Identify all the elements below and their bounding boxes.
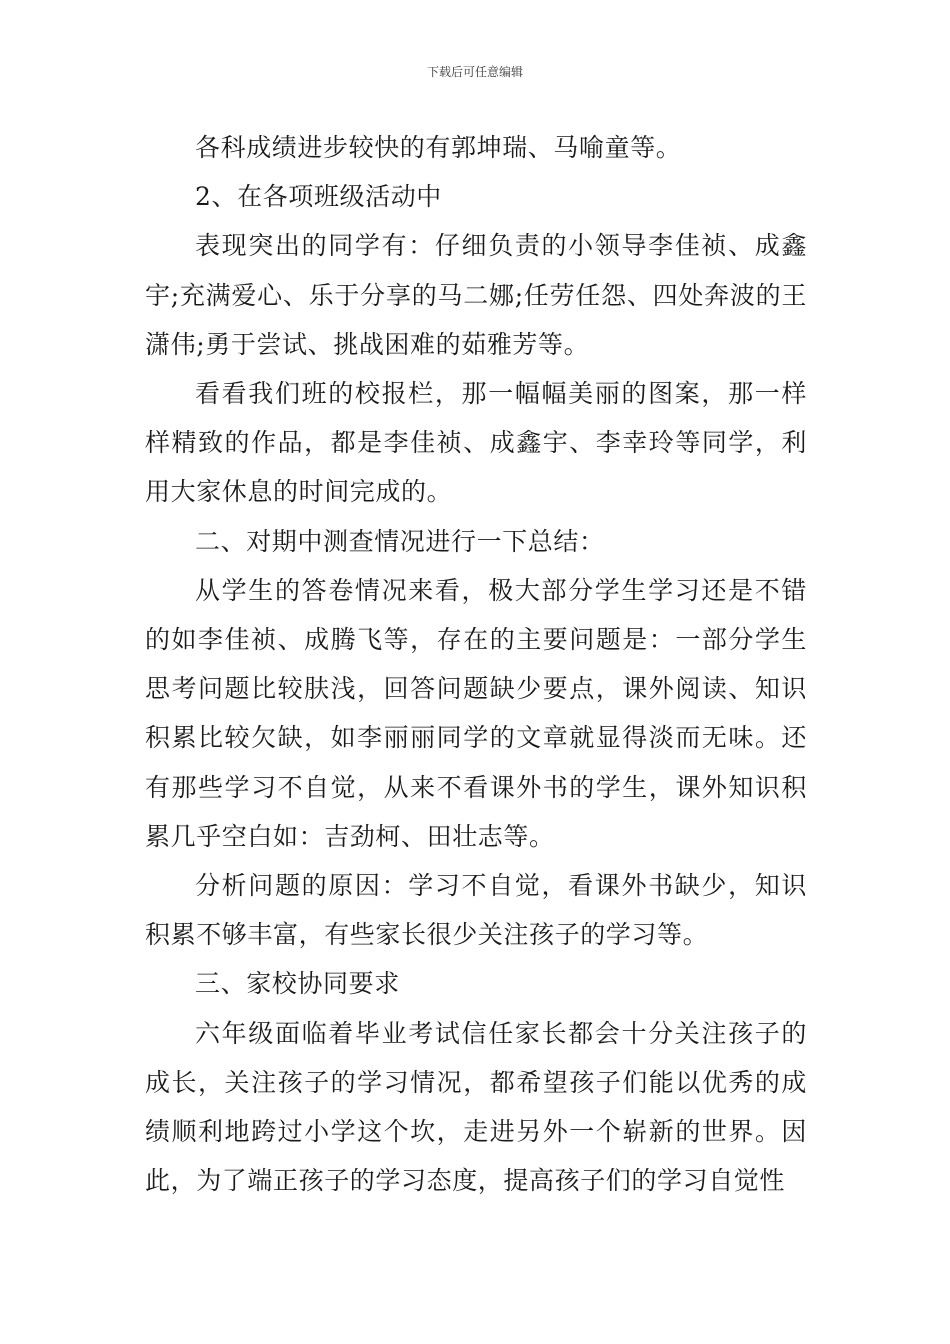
paragraph-section-2-heading: 2、在各项班级活动中 — [195, 182, 442, 212]
paragraph-problem-causes: 分析问题的原因：学习不自觉，看课外书缺少，知识积累不够丰富，有些家长很少关注孩子的学习等。 — [145, 871, 807, 950]
paragraph-section-two-heading: 二、对期中测查情况进行一下总结： — [195, 526, 605, 556]
paragraph-outstanding-students: 表现突出的同学有：仔细负责的小领导李佳祯、成鑫宇;充满爱心、乐于分享的马二娜;任劳任怨、四处奔波的王潇伟;勇于尝试、挑战困难的茹雅芳等。 — [145, 231, 807, 359]
paragraph-graduation: 六年级面临着毕业考试信任家长都会十分关注孩子的成长，关注孩子的学习情况，都希望孩子们能以优秀的成绩顺利地跨过小学这个坎，走进另外一个崭新的世界。因此，为了端正孩子的学习态度，提高孩子们的学习自觉性 — [145, 1018, 807, 1196]
document-body — [145, 123, 807, 1205]
paragraph-bulletin-board: 看看我们班的校报栏，那一幅幅美丽的图案，那一样样精致的作品，都是李佳祯、成鑫宇、李幸玲等同学，利用大家休息的时间完成的。 — [145, 379, 807, 507]
paragraph-exam-analysis: 从学生的答卷情况来看，极大部分学生学习还是不错的如李佳祯、成腾飞等，存在的主要问题是：一部分学生思考问题比较肤浅，回答问题缺少要点，课外阅读、知识积累比较欠缺，如李丽丽同学的文章就显得淡而无味。还有那些学习不自觉，从来不看课外书的学生，课外知识积累几乎空白如：吉劲柯、田壮志等。 — [145, 575, 807, 851]
paragraph-progress: 各科成绩进步较快的有郭坤瑞、马喻童等。 — [195, 133, 682, 162]
paragraph-section-three-heading: 三、家校协同要求 — [195, 969, 400, 999]
page-header: 下载后可任意编辑 — [426, 65, 523, 79]
